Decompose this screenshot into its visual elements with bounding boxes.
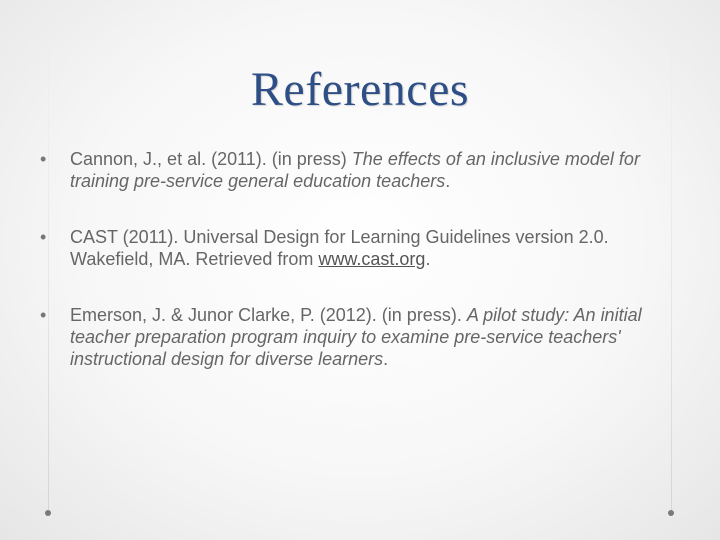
right-dot-icon (668, 510, 674, 516)
reference-item-cast (40, 226, 680, 270)
reference-title-italic: A pilot study: An initial teacher preparation program inquiry to examine pre-service teachers' instructional design for diverse learners (70, 305, 642, 369)
reference-text: Cannon, J., et al. (2011). (in press) (70, 149, 352, 169)
bullet-icon: • (40, 305, 47, 325)
left-dot-icon (45, 510, 51, 516)
bullet-icon: • (40, 227, 47, 247)
bullet-icon: • (40, 149, 47, 169)
reference-text: Emerson, J. & Junor Clarke, P. (2012). (in press). (70, 305, 467, 325)
reference-text: CAST (2011). Universal Design for Learning Guidelines version 2.0. Wakefield, MA. Retrieved from (70, 227, 609, 269)
reference-end: . (445, 171, 451, 191)
cast-link[interactable]: www.cast.org (318, 249, 426, 269)
slide-title: References (250, 63, 470, 116)
reference-item-cannon (40, 148, 680, 192)
reference-end: . (383, 349, 389, 369)
reference-list (40, 148, 680, 404)
reference-end: . (425, 249, 431, 269)
reference-item-emerson (40, 304, 680, 370)
reference-title-italic: The effects of an inclusive model for training pre-service general education teachers (70, 149, 640, 191)
